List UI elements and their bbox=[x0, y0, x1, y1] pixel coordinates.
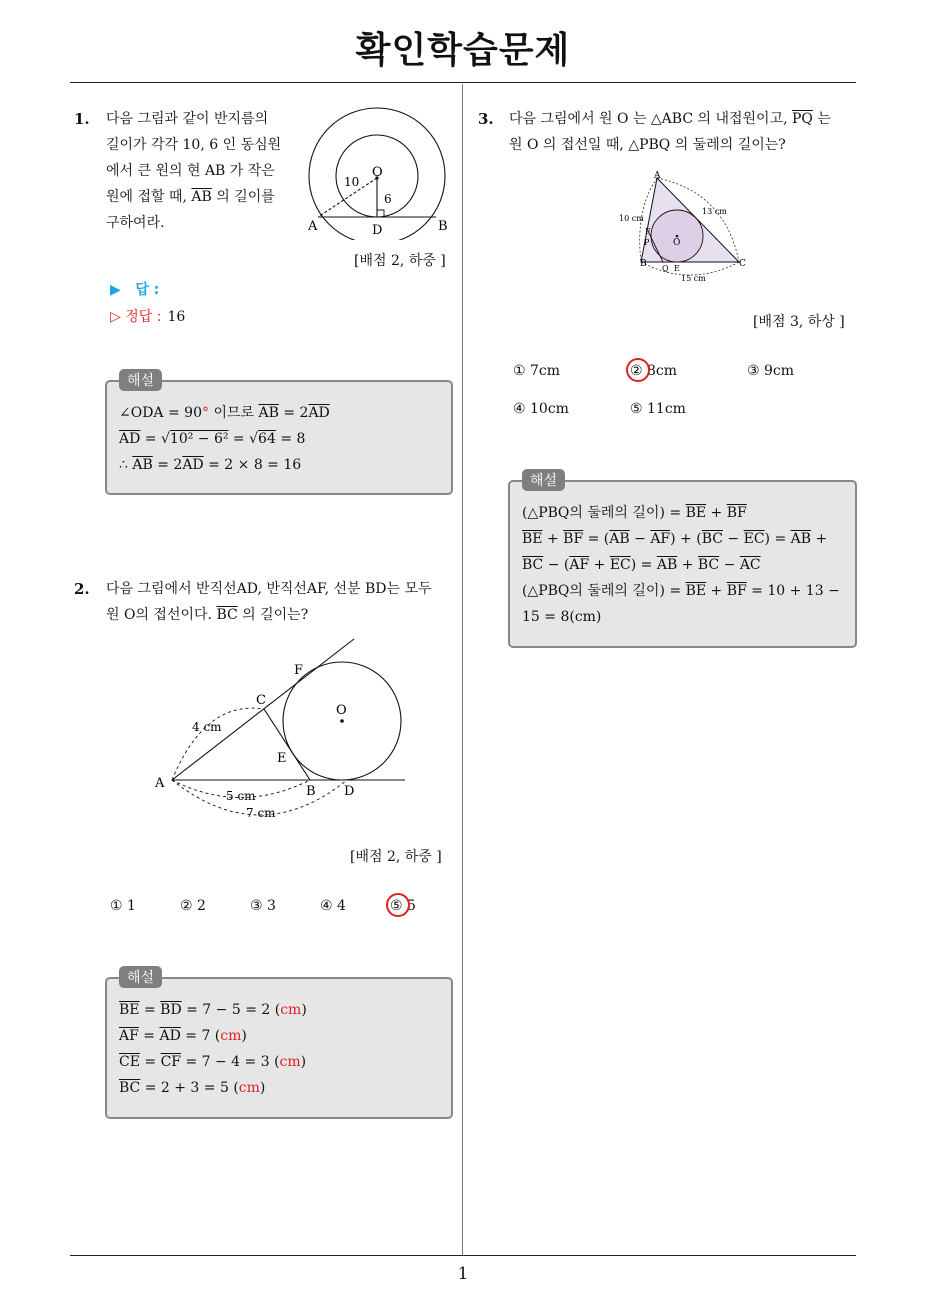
sol-segment: $\overline{AD}$ bbox=[308, 405, 330, 421]
q2-solution-box bbox=[105, 970, 453, 1119]
sol-text: + bbox=[706, 505, 727, 521]
q3-sol-line bbox=[522, 552, 840, 578]
q2-line-part: 원 O의 접선이다. bbox=[106, 607, 217, 623]
q1-correct-label: 정답 : bbox=[125, 309, 162, 325]
sol-text: = bbox=[139, 1054, 161, 1070]
q3-sol-line: 15 = 8(cm) bbox=[522, 609, 602, 625]
sol-text: = 7 − 5 = 2 ( bbox=[181, 1002, 281, 1018]
sol-text: + bbox=[589, 557, 610, 573]
q3-label-q: Q bbox=[662, 264, 669, 273]
q1-line-part: 원에 접할 때, bbox=[106, 189, 192, 205]
q1-line: 구하여라. bbox=[106, 215, 165, 231]
sol-unit: cm bbox=[220, 1028, 242, 1044]
q2-segment-bc: $\overline{BC}$ bbox=[216, 607, 238, 623]
sol-text: = 7 − 4 = 3 ( bbox=[181, 1054, 280, 1070]
sol-segment: $\overline{BE}$ bbox=[119, 1002, 140, 1018]
q2-choice-2[interactable]: ② 2 bbox=[180, 898, 206, 914]
sol-text: ) bbox=[300, 1054, 307, 1070]
q3-number: 3. bbox=[478, 110, 494, 128]
q3-sol-line bbox=[522, 500, 840, 526]
sol-segment: $\overline{AF}$ bbox=[569, 557, 590, 573]
q2-line: 다음 그림에서 반직선AD, 반직선AF, 선분 BD는 모두 bbox=[106, 581, 432, 597]
sol-text: = ( bbox=[583, 531, 610, 547]
sol-segment: $\overline{BE}$ bbox=[522, 531, 543, 547]
q3-choice-2[interactable]: ② 8cm bbox=[630, 363, 678, 379]
q1-line: 다음 그림과 같이 반지름의 bbox=[106, 111, 269, 127]
sol-segment: $\overline{AF}$ bbox=[650, 531, 671, 547]
sol-text: = √ bbox=[140, 431, 170, 447]
sol-segment: $\overline{AD}$ bbox=[182, 457, 204, 473]
q2-solution-body bbox=[119, 997, 307, 1101]
q3-choice-3[interactable]: ③ 9cm bbox=[747, 363, 795, 379]
sol-text: (△PBQ의 둘레의 길이) = bbox=[522, 505, 686, 521]
q1-line-part: 의 길이를 bbox=[211, 189, 275, 205]
q3-label-13cm: 13 cm bbox=[702, 207, 727, 216]
sol-text: − bbox=[722, 531, 744, 547]
sol-segment: $\overline{AF}$ bbox=[119, 1028, 139, 1044]
q1-label-a: A bbox=[308, 219, 318, 234]
sol-unit: cm bbox=[238, 1080, 260, 1096]
sol-text: − bbox=[719, 557, 740, 573]
sol-segment: $\overline{EC}$ bbox=[609, 557, 631, 573]
sol-radicand: 10² − 6² bbox=[169, 431, 229, 447]
q2-score: [배점 2, 하중 ] bbox=[350, 849, 442, 865]
bottom-rule bbox=[70, 1255, 856, 1256]
q1-answer-label: 답 : bbox=[135, 282, 160, 298]
sol-degree: ° bbox=[202, 405, 209, 421]
sol-segment: $\overline{AD}$ bbox=[159, 1028, 181, 1044]
q2-label-e: E bbox=[277, 751, 287, 766]
top-rule bbox=[70, 82, 856, 83]
q3-label-b: B bbox=[640, 259, 647, 269]
sol-text: + bbox=[677, 557, 698, 573]
q3-score: [배점 3, 하상 ] bbox=[753, 314, 845, 330]
q2-center-dot bbox=[340, 719, 344, 723]
q2-choice-5[interactable]: ⑤ 5 bbox=[390, 898, 416, 914]
sol-segment: $\overline{BF}$ bbox=[563, 531, 584, 547]
q2-choice-3[interactable]: ③ 3 bbox=[250, 898, 276, 914]
column-divider bbox=[462, 84, 463, 1255]
sol-text: ∴ bbox=[119, 457, 133, 473]
q1-correct-value: 16 bbox=[167, 309, 186, 325]
sol-text: = 8 bbox=[275, 431, 306, 447]
q2-ray-af bbox=[172, 639, 354, 780]
q2-label-o: O bbox=[336, 703, 347, 718]
q3-label-e: E bbox=[674, 264, 680, 273]
q3-sol-line bbox=[522, 578, 840, 604]
sol-text: = bbox=[138, 1028, 160, 1044]
q2-sol-line bbox=[119, 1023, 307, 1049]
q2-sol-line bbox=[119, 1049, 307, 1075]
q3-label-15cm: 15 cm bbox=[681, 274, 706, 283]
q1-segment-ab: $\overline{AB}$ bbox=[191, 189, 212, 205]
sol-segment: $\overline{AB}$ bbox=[790, 531, 812, 547]
q2-line bbox=[106, 602, 462, 628]
q2-number: 2. bbox=[74, 580, 90, 598]
q1-line bbox=[106, 184, 306, 210]
play-arrow-icon: ▶ bbox=[110, 282, 121, 298]
q3-choice-1[interactable]: ① 7cm bbox=[513, 363, 561, 379]
sol-segment: $\overline{BE}$ bbox=[685, 505, 707, 521]
q3-label-f: F bbox=[645, 227, 651, 236]
sol-text: ) = bbox=[630, 557, 657, 573]
q1-solution-tag: 해설 bbox=[119, 369, 162, 391]
q3-label-o: O bbox=[673, 238, 681, 248]
q3-label-c: C bbox=[739, 259, 746, 269]
q2-label-4cm: 4 cm bbox=[192, 720, 222, 734]
q2-label-7cm: 7 cm bbox=[246, 806, 276, 820]
sol-segment: $\overline{BC}$ bbox=[119, 1080, 141, 1096]
q1-label-6: 6 bbox=[384, 192, 392, 206]
q1-line: 길이가 각각 10, 6 인 동심원 bbox=[106, 137, 282, 153]
q1-figure bbox=[300, 104, 462, 240]
sol-segment: $\overline{BF}$ bbox=[726, 583, 747, 599]
q3-segment-pq: $\overline{PQ}$ bbox=[792, 111, 813, 127]
sol-segment: $\overline{EC}$ bbox=[743, 531, 765, 547]
sol-text: (△PBQ의 둘레의 길이) = bbox=[522, 583, 686, 599]
q3-choice-5[interactable]: ⑤ 11cm bbox=[630, 401, 686, 417]
q1-label-b: B bbox=[438, 219, 448, 234]
q1-sol-line bbox=[119, 426, 330, 452]
q1-number: 1. bbox=[74, 110, 90, 128]
q1-label-d: D bbox=[372, 223, 383, 238]
q3-center-dot bbox=[676, 235, 679, 238]
sol-unit: cm bbox=[279, 1054, 301, 1070]
q1-solution-box bbox=[105, 373, 453, 495]
q1-sol-line bbox=[119, 400, 330, 426]
sol-segment: $\overline{BC}$ bbox=[697, 557, 720, 573]
q3-figure bbox=[615, 170, 755, 285]
q2-label-5cm: 5 cm bbox=[226, 789, 256, 803]
q3-label-a: A bbox=[654, 171, 661, 181]
q3-line-part: 는 bbox=[812, 111, 831, 127]
q2-line-part: 의 길이는? bbox=[237, 607, 309, 623]
sol-segment: $\overline{BD}$ bbox=[160, 1002, 182, 1018]
sol-unit: cm bbox=[280, 1002, 302, 1018]
q3-solution-tag: 해설 bbox=[522, 469, 565, 491]
q3-sol-line bbox=[522, 526, 840, 552]
sol-segment: $\overline{AB}$ bbox=[258, 405, 279, 421]
q2-text bbox=[106, 576, 462, 628]
sol-text: = bbox=[139, 1002, 161, 1018]
sol-text: ) bbox=[301, 1002, 307, 1018]
q2-segment-bc-line bbox=[264, 709, 310, 780]
triangle-arrow-icon: ▷ bbox=[110, 309, 121, 325]
sol-segment: $\overline{BF}$ bbox=[726, 505, 747, 521]
sol-segment: $\overline{AB}$ bbox=[656, 557, 678, 573]
q2-label-f: F bbox=[294, 663, 304, 678]
sol-segment: $\overline{BE}$ bbox=[685, 583, 707, 599]
q3-label-p: P bbox=[644, 238, 650, 247]
q2-choice-1[interactable]: ① 1 bbox=[110, 898, 136, 914]
sol-text: = √ bbox=[228, 431, 259, 447]
q3-solution-box bbox=[508, 473, 857, 648]
q1-label-o: O bbox=[372, 165, 383, 180]
sol-text: − ( bbox=[543, 557, 570, 573]
q1-correct-row bbox=[110, 306, 185, 326]
sol-segment: $\overline{CE}$ bbox=[119, 1054, 140, 1070]
q3-text bbox=[509, 106, 859, 158]
sol-text: ) = bbox=[764, 531, 791, 547]
q3-choice-4[interactable]: ④ 10cm bbox=[513, 401, 569, 417]
page-number: 1 bbox=[457, 1264, 469, 1284]
q1-score: [배점 2, 하중 ] bbox=[354, 253, 446, 269]
q3-line-part: 다음 그림에서 원 O 는 △ABC 의 내접원이고, bbox=[509, 111, 793, 127]
sol-radicand: 64 bbox=[258, 431, 276, 447]
sol-text: + bbox=[706, 583, 727, 599]
sol-segment: $\overline{AB}$ bbox=[609, 531, 630, 547]
q2-label-a: A bbox=[155, 776, 165, 791]
sol-segment: $\overline{CF}$ bbox=[160, 1054, 182, 1070]
q3-selected-mark-icon bbox=[626, 358, 650, 382]
q2-solution-tag: 해설 bbox=[119, 966, 162, 988]
sol-text: = 2 × 8 = 16 bbox=[203, 457, 302, 473]
q1-right-angle-mark bbox=[377, 210, 384, 217]
q2-label-c: C bbox=[256, 693, 266, 708]
page-title: 확인학습문제 bbox=[355, 30, 571, 71]
sol-text: + bbox=[811, 531, 828, 547]
q2-sol-line bbox=[119, 997, 307, 1023]
sol-text: + bbox=[542, 531, 564, 547]
sol-text: ) + ( bbox=[670, 531, 702, 547]
sol-text: ) bbox=[241, 1028, 247, 1044]
q1-answer-row[interactable] bbox=[110, 279, 159, 299]
sol-text: = 10 + 13 − bbox=[746, 583, 840, 599]
sol-segment: $\overline{BC}$ bbox=[701, 531, 723, 547]
q3-line bbox=[509, 106, 859, 132]
q1-label-10: 10 bbox=[344, 175, 360, 189]
q2-label-b: B bbox=[306, 784, 316, 799]
sol-segment: $\overline{AC}$ bbox=[739, 557, 761, 573]
sol-text: ∠ODA = 90 bbox=[119, 405, 202, 421]
q2-sol-line bbox=[119, 1075, 307, 1101]
q1-text bbox=[106, 106, 306, 236]
sol-text: = 2 bbox=[152, 457, 183, 473]
sol-text: = 2 + 3 = 5 ( bbox=[140, 1080, 239, 1096]
q2-figure bbox=[150, 630, 412, 825]
q3-label-10cm: 10 cm bbox=[619, 214, 644, 223]
q3-line: 원 O 의 접선일 때, △PBQ 의 둘레의 길이는? bbox=[509, 137, 786, 153]
q2-selected-mark-icon bbox=[386, 893, 410, 917]
q1-sol-line bbox=[119, 452, 330, 478]
sol-text: = 7 ( bbox=[180, 1028, 221, 1044]
sol-text: 이므로 bbox=[209, 405, 259, 421]
sol-segment: $\overline{AD}$ bbox=[119, 431, 141, 447]
q1-line: 에서 큰 원의 현 AB 가 작은 bbox=[106, 163, 275, 179]
q2-choice-4[interactable]: ④ 4 bbox=[320, 898, 346, 914]
q1-solution-body bbox=[119, 400, 330, 478]
q3-solution-body bbox=[522, 500, 840, 630]
sol-text: = 2 bbox=[278, 405, 309, 421]
sol-segment: $\overline{AB}$ bbox=[132, 457, 153, 473]
sol-segment: $\overline{BC}$ bbox=[522, 557, 544, 573]
sol-text: − bbox=[629, 531, 651, 547]
sol-text: ) bbox=[259, 1080, 266, 1096]
q2-label-d: D bbox=[344, 784, 355, 799]
